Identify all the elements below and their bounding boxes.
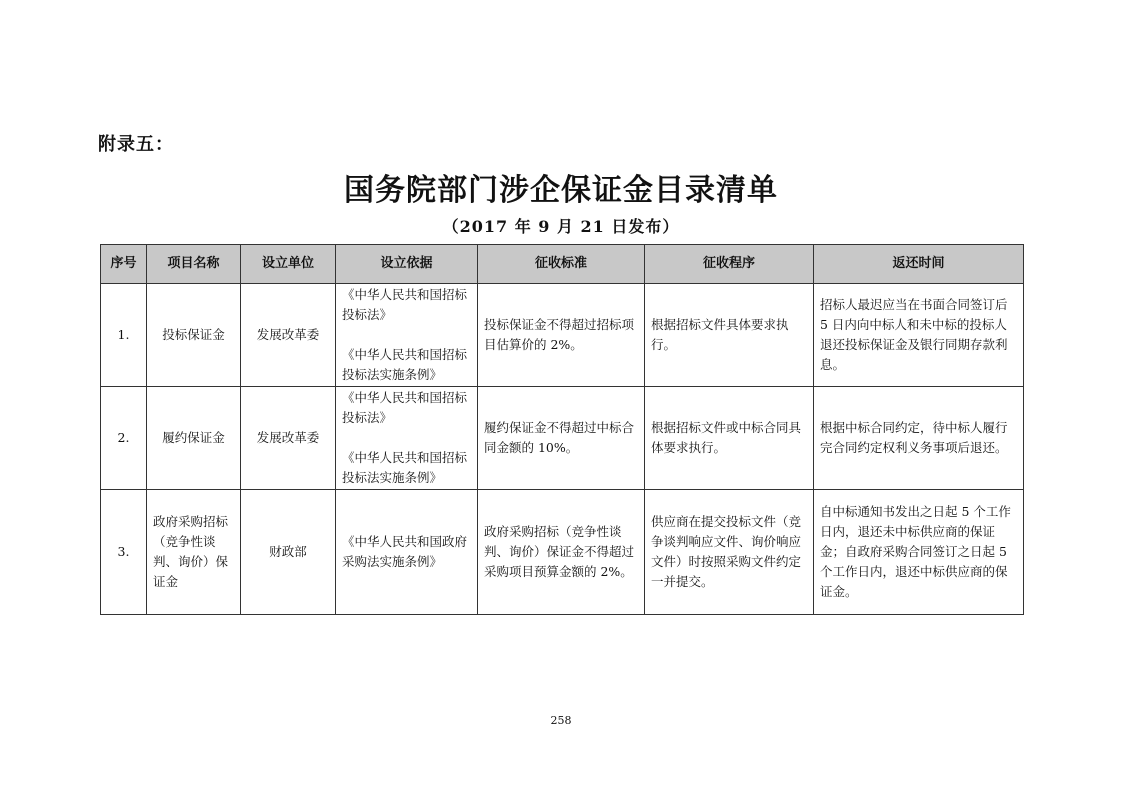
row-refund-time: 招标人最迟应当在书面合同签订后 5 日内向中标人和未中标的投标人退还投标保证金及银行同期存款利息。 [814,284,1024,387]
row-number: 1. [101,284,147,387]
legal-basis-item: 《中华人民共和国政府采购法实施条例》 [342,534,468,569]
table-row [101,387,1024,490]
row-collection-procedure: 根据招标文件或中标合同具体要求执行。 [645,387,814,490]
row-refund-time: 根据中标合同约定，待中标人履行完合同约定权利义务事项后退还。 [814,387,1024,490]
table-header-row [101,245,1024,284]
row-collection-procedure: 根据招标文件具体要求执行。 [645,284,814,387]
legal-basis-item: 《中华人民共和国招标投标法》 [342,390,468,425]
row-collection-standard: 履约保证金不得超过中标合同金额的 10%。 [478,387,645,490]
row-refund-time: 自中标通知书发出之日起 5 个工作日内，退还未中标供应商的保证金；自政府采购合同签订之日起 5 个工作日内，退还中标供应商的保证金。 [814,490,1024,615]
table-row [101,284,1024,387]
legal-basis-spacer [342,325,471,345]
row-collection-standard: 投标保证金不得超过招标项目估算价的 2%。 [478,284,645,387]
header-cell-basis: 设立依据 [336,245,478,284]
header-cell-name: 项目名称 [147,245,241,284]
row-project-name: 政府采购招标（竞争性谈判、询价）保证金 [147,490,241,615]
header-cell-refund: 返还时间 [814,245,1024,284]
header-cell-unit: 设立单位 [241,245,336,284]
row-project-name: 投标保证金 [147,284,241,387]
legal-basis-item: 《中华人民共和国招标投标法实施条例》 [342,347,468,382]
legal-basis-spacer [342,428,471,448]
document-title: 国务院部门涉企保证金目录清单 [344,173,778,208]
row-legal-basis [336,387,478,490]
row-collection-standard: 政府采购招标（竞争性谈判、询价）保证金不得超过采购项目预算金额的 2%。 [478,490,645,615]
page-number: 258 [550,714,572,727]
appendix-label: 附录五： [98,134,174,155]
row-establishing-unit: 发展改革委 [241,387,336,490]
row-number: 2. [101,387,147,490]
row-number: 3. [101,490,147,615]
header-cell-procedure: 征收程序 [645,245,814,284]
row-project-name: 履约保证金 [147,387,241,490]
table-row [101,490,1024,615]
row-establishing-unit: 财政部 [241,490,336,615]
document-subtitle: （2017 年 9 月 21 日发布） [442,217,680,236]
row-establishing-unit: 发展改革委 [241,284,336,387]
header-cell-number: 序号 [101,245,147,284]
legal-basis-item: 《中华人民共和国招标投标法》 [342,287,468,322]
legal-basis-item: 《中华人民共和国招标投标法实施条例》 [342,450,468,485]
deposit-catalog-table [100,244,1024,615]
header-cell-standard: 征收标准 [478,245,645,284]
row-collection-procedure: 供应商在提交投标文件（竞争谈判响应文件、询价响应文件）时按照采购文件约定一并提交。 [645,490,814,615]
row-legal-basis [336,490,478,615]
row-legal-basis [336,284,478,387]
